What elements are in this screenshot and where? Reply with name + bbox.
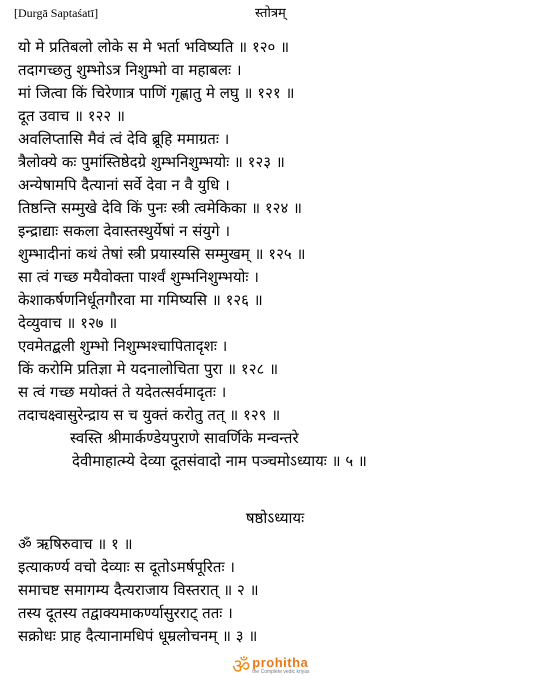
colophon-line: स्वस्ति श्रीमार्कण्डेयपुराणे सावर्णिके मन्वन्तरे (70, 429, 299, 447)
verse-line: देव्युवाच ॥ १२७ ॥ (18, 314, 118, 332)
verse-line: तस्य दूतस्य तद्वाक्यमाकर्ण्यासुरराट् ततः । (18, 604, 233, 622)
verse-line: इत्याकर्ण्य वचो देव्याः स दूतोऽमर्षपूरितः । (18, 558, 235, 576)
verse-block (18, 36, 543, 473)
running-header-title: [Durgā Saptaśatī] (14, 6, 99, 20)
verse-line: तिष्ठन्ति सम्मुखे देवि किं पुनः स्त्री त्वमेकिका ॥ १२४ ॥ (18, 199, 303, 217)
verse-line: सा त्वं गच्छ मयैवोक्ता पार्श्वं शुम्भनिशुम्भयोः । (18, 268, 259, 286)
chapter-title: षष्ठोऽध्यायः (245, 509, 305, 527)
verse-line: यो मे प्रतिबलो लोके स मे भर्ता भविष्यति ॥ १२० ॥ (18, 38, 290, 56)
verse-line: किं करोमि प्रतिज्ञा मे यदनालोचिता पुरा ॥ १२८ ॥ (18, 360, 279, 378)
verse-line: इन्द्राद्याः सकला देवास्तस्थुर्येषां न संयुगे । (18, 222, 231, 240)
verse-line: दूत उवाच ॥ १२२ ॥ (18, 107, 125, 125)
prohitha-logo (232, 655, 310, 677)
verse-line: एवमेतद्बली शुम्भो निशुम्भश्चापितादृशः । (18, 337, 228, 355)
logo-tagline: the Complete vedic kriyas (252, 669, 310, 675)
verse-line: स त्वं गच्छ मयोक्तं ते यदेतत्सर्वमादृतः । (18, 383, 227, 401)
verse-line: मां जित्वा किं चिरेणात्र पाणिं गृह्णातु मे लघु ॥ १२१ ॥ (18, 84, 295, 102)
verse-line: सक्रोधः प्राह दैत्यानामधिपं धूम्रलोचनम् ॥ ३ ॥ (18, 627, 258, 645)
verse-line: तदाचक्ष्वासुरेन्द्राय स च युक्तं करोतु तत् ॥ १२९ ॥ (18, 406, 281, 424)
verse-line: शुम्भादीनां कथं तेषां स्त्री प्रयास्यसि सम्मुखम् ॥ १२५ ॥ (18, 245, 306, 263)
running-header-section: स्तोत्रम् (255, 6, 286, 21)
verse-block-chapter-6 (18, 533, 543, 648)
verse-line: केशाकर्षणनिर्धूतगौरवा मा गमिष्यसि ॥ १२६ ॥ (18, 291, 263, 309)
colophon-line: देवीमाहात्म्ये देव्या दूतसंवादो नाम पञ्चमोऽध्यायः ॥ ५ ॥ (72, 452, 367, 470)
verse-line: अवलिप्तासि मैवं त्वं देवि ब्रूहि ममाग्रतः । (18, 130, 230, 148)
om-icon: ॐ (232, 654, 251, 678)
verse-line: अन्येषामपि दैत्यानां सर्वे देवा न वै युधि । (18, 176, 230, 194)
verse-line: ॐ ऋषिरुवाच ॥ १ ॥ (18, 535, 133, 553)
verse-line: समाचष्ट समागम्य दैत्यराजाय विस्तरात् ॥ २ ॥ (18, 581, 259, 599)
logo-text (252, 657, 309, 675)
verse-line: त्रैलोक्ये कः पुमांस्तिष्ठेदग्रे शुम्भनिशुम्भयोः ॥ १२३ ॥ (18, 153, 285, 171)
verse-line: तदागच्छतु शुम्भोऽत्र निशुम्भो वा महाबलः । (18, 61, 242, 79)
logo-name: prohitha (252, 655, 309, 670)
